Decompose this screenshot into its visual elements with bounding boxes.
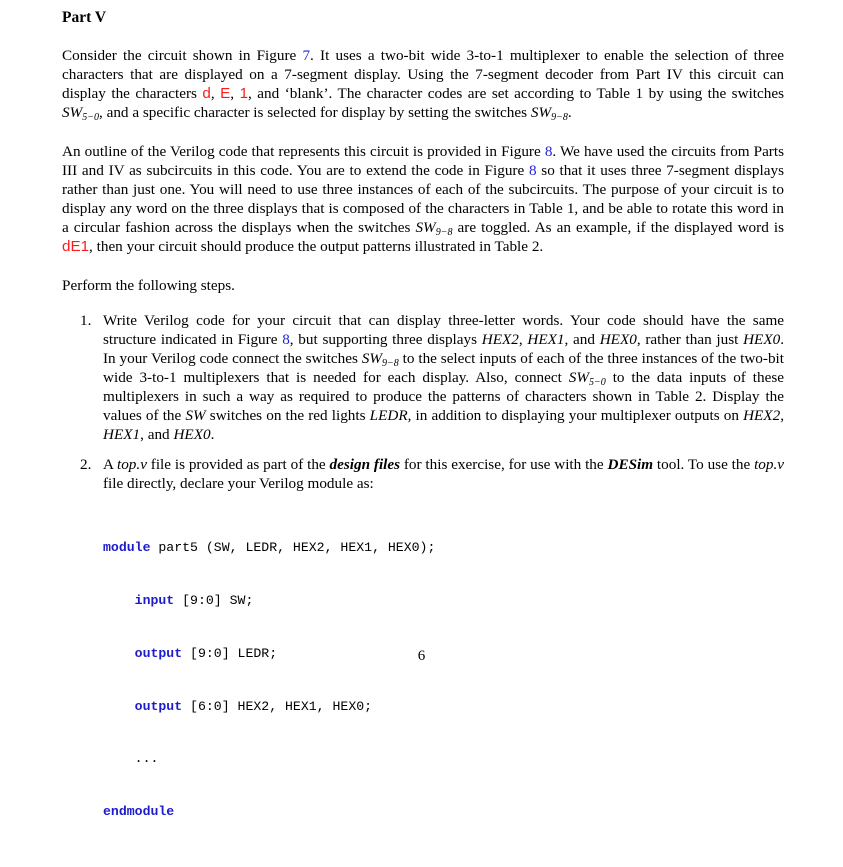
italic-text: HEX2 [481,331,519,348]
paragraph-outline [62,142,784,256]
verilog-keyword: output [134,698,183,714]
subscript: 5−0 [589,377,606,388]
text-run: [6:0] HEX2, HEX1, HEX0; [182,698,373,714]
italic-text: SW [62,104,83,121]
text-run: An outline of the Verilog code that represents this circuit is provided in Figure [62,143,545,160]
subscript: 9−8 [551,112,568,123]
text-run: , [780,407,784,424]
text-run: , then your circuit should produce the output patterns illustrated in Table 2. [89,238,544,255]
italic-text: SW [568,369,590,386]
step-number: 2. [80,456,92,473]
italic-text: HEX2 [743,407,781,424]
text-run: Consider the circuit shown in Figure [62,47,303,64]
code-block [103,504,784,856]
text-run: to the data inputs of these multiplexers in such a way as required to produce the patterns of characters shown in Table 2. Display the values of the [103,369,784,424]
figure-link[interactable]: 8 [528,162,537,179]
document-page [62,8,784,867]
figure-link[interactable]: 8 [544,143,553,160]
verilog-keyword: endmodule [103,804,175,820]
code-line [103,750,784,768]
italic-text: top.v [116,456,147,473]
bold-italic-text: design files [329,456,401,473]
text-run: for this exercise, for use with the [400,456,608,473]
code-line [103,539,784,557]
subscript: 9−8 [382,358,399,369]
italic-text: HEX0 [743,331,781,348]
text-run: , but supporting three displays [289,331,482,348]
step-item [62,311,784,444]
text-run: switches on the red lights [205,407,370,424]
text-run: , and [564,331,600,348]
text-run [103,699,135,714]
text-run: . We have used the circuits from Parts III and IV as subcircuits in this code. You are to extend the code in Figure [62,143,784,179]
italic-text: LEDR [369,407,408,424]
text-run: , [518,331,528,348]
text-run: . [210,426,215,443]
figure-link[interactable]: 8 [282,331,290,348]
text-run: [9:0] LEDR; [182,645,278,661]
text-run: , and a specific character is selected for display by setting the switches [99,104,531,121]
verilog-keyword: module [103,540,151,556]
display-character: dE1 [62,238,90,255]
code-line [103,698,784,716]
text-run: part5 (SW, LEDR, HEX2, HEX1, HEX0); [150,540,436,556]
figure-link[interactable]: 7 [302,47,311,64]
code-line [103,803,784,821]
code-line [103,592,784,610]
italic-text: HEX1 [103,426,141,443]
verilog-keyword: input [134,592,175,608]
text-run: A [103,456,117,473]
text-run: file is provided as part of the [146,456,330,473]
text-run: , [210,85,221,102]
text-run: , and [140,426,174,443]
italic-text: SW [361,350,383,367]
text-run [103,593,135,608]
italic-text: top.v [754,456,785,473]
subscript: 5−0 [82,112,99,123]
text-run: . It uses a two-bit wide 3-to-1 multiplexer to enable the selection of three characters that are displayed on a 7-segment display. Using the 7-segment decoder from Part IV this circuit can display the characters [62,47,784,102]
display-character: E [220,85,231,102]
italic-text: HEX0 [599,331,637,348]
verilog-keyword: output [134,645,183,661]
text-run: are toggled. As an example, if the displayed word is [452,219,784,236]
text-run: tool. To use the [653,456,755,473]
step-text [103,455,784,493]
text-run: . [567,104,572,121]
text-run: , in addition to displaying your multiplexer outputs on [407,407,744,424]
step-number: 1. [80,312,92,329]
text-run: , rather than just [636,331,744,348]
page-number: 6 [417,648,426,664]
text-run: file directly, declare your Verilog module as: [103,475,374,492]
text-run: [9:0] SW; [174,592,254,608]
italic-text: SW [530,104,552,121]
subscript: 9−8 [435,227,453,238]
text-run: Write Verilog code for your circuit that can display three-letter words. Your code should have the same structure indicated in Figure [103,312,784,348]
italic-text: HEX1 [527,331,565,348]
section-heading: Part V [62,9,107,26]
steps-list [62,311,784,856]
text-run: to the select inputs of each of the three instances of the two-bit wide 3-to-1 multiplexers that is needed for each display. Also, connect [103,350,784,386]
text-run: , [230,85,240,102]
paragraph-steps-intro [62,276,784,295]
text-run: , and ‘blank’. The character codes are set according to Table 1 by using the switches [248,85,784,102]
display-character: d [202,85,211,102]
text-run: Perform the following steps. [62,277,235,294]
text-run: so that it uses three 7-segment displays rather than just one. You will need to use three instances of each of the subcircuits. The purpose of your circuit is to display any word on the three displays that is composed of the characters in Table 1, and be able to rotate this word in a circular fashion across the displays when the switches [62,162,784,236]
italic-text: SW [415,219,436,236]
bold-italic-text: DESim [607,456,654,473]
step-text [103,311,784,444]
text-run: ... [103,751,159,767]
text-run: . In your Verilog code connect the switches [103,331,784,367]
italic-text: SW [185,407,206,424]
italic-text: HEX0 [173,426,211,443]
display-character: 1 [239,85,249,102]
paragraph-intro [62,46,784,122]
